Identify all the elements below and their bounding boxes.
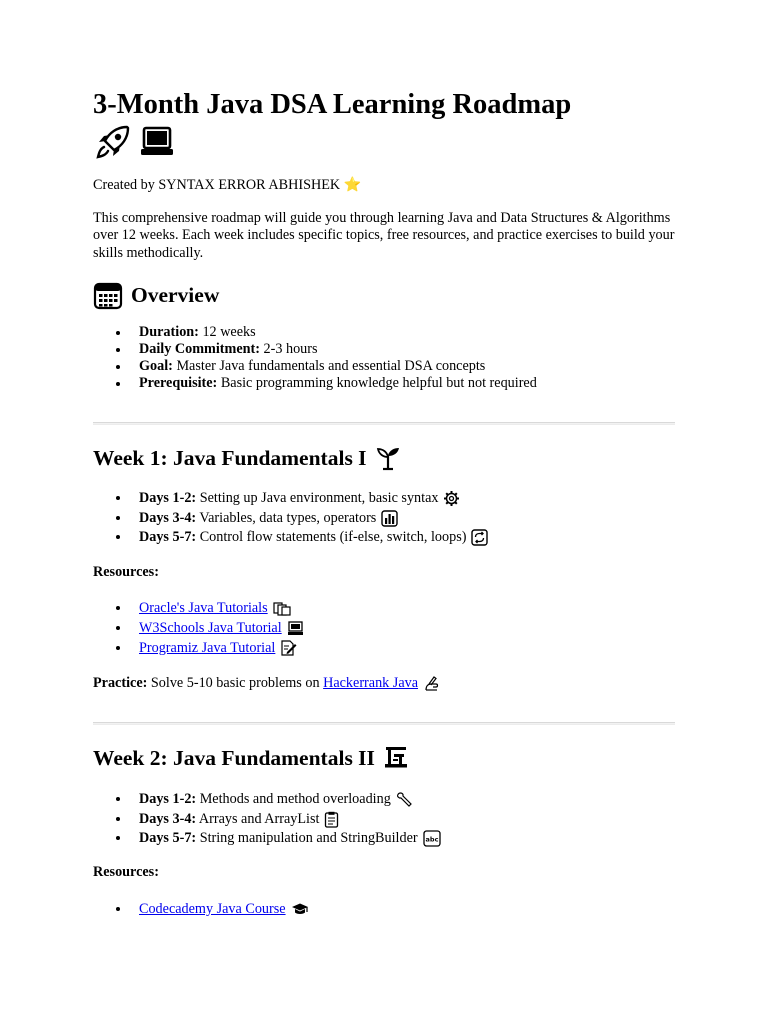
building-blocks-icon [384,745,408,771]
week1-resources-label: Resources: [93,564,159,580]
svg-text:abc: abc [425,835,439,844]
week2-day-item: Days 3-4: Arrays and ArrayList [93,810,441,830]
abc-icon [423,830,441,847]
week2-resources-list [93,900,309,920]
intro-paragraph [93,210,675,262]
seedling-icon [375,445,401,471]
bar-chart-icon [381,510,398,527]
week2-days-list [93,790,441,849]
calendar-icon [93,280,123,310]
graduation-cap-icon [291,902,309,917]
computer-icon [287,621,304,636]
overview-item: Prerequisite: Basic programming knowledge helpful but not required [93,375,537,392]
week2-resources-label: Resources: [93,864,159,880]
page-title: 3-Month Java DSA Learning Roadmap [93,89,572,120]
week1-heading-row [93,444,401,472]
title-icons [95,124,175,160]
laptop-icon [139,124,175,160]
resource-link-w3schools[interactable]: W3Schools Java Tutorial [139,619,282,636]
wrench-icon [396,791,413,808]
week1-heading: Week 1: Java Fundamentals I [93,446,367,470]
overview-heading-row [93,280,219,310]
edit-icon [280,640,297,656]
section-divider [93,722,675,725]
week2-day-item: Days 1-2: Methods and method overloading [93,790,441,810]
gear-icon [443,490,460,507]
week1-day-item: Days 1-2: Setting up Java environment, basic syntax [93,489,488,509]
resource-link-programiz[interactable]: Programiz Java Tutorial [139,639,276,656]
practice-link-hackerrank[interactable]: Hackerrank Java [323,675,419,691]
resource-item [93,900,309,920]
week1-day-item: Days 3-4: Variables, data types, operators [93,509,488,529]
week1-resources-list [93,599,304,658]
overview-item: Daily Commitment: 2-3 hours [93,341,537,358]
resource-item [93,639,304,659]
resource-item [93,599,304,619]
week2-day-item: Days 5-7: String manipulation and StringBuilder abc [93,829,441,849]
byline: Created by SYNTAX ERROR ABHISHEK ⭐ [93,177,362,193]
books-icon [273,601,291,616]
intro-text: This comprehensive roadmap will guide you through learning Java and Data Structures & Algorithms over 12 weeks. Each week includes specific topics, free resources, and practice exercises to build your skills methodically. [93,210,675,261]
resource-item [93,619,304,639]
overview-heading: Overview [131,283,220,307]
week1-days-list [93,489,488,548]
overview-list [93,324,537,392]
hand-writing-icon [423,676,441,692]
overview-item: Goal: Master Java fundamentals and essential DSA concepts [93,358,537,375]
section-divider [93,422,675,425]
resource-link-codecademy[interactable]: Codecademy Java Course [139,901,286,917]
rocket-icon [95,124,131,160]
week2-heading: Week 2: Java Fundamentals II [93,746,375,770]
week1-practice: Practice: Solve 5-10 basic problems on Hackerrank Java [93,675,441,692]
loop-icon [471,529,488,546]
week1-day-item: Days 5-7: Control flow statements (if-else, switch, loops) [93,528,488,548]
clipboard-icon [324,811,339,828]
resource-link-oracle[interactable]: Oracle's Java Tutorials [139,600,268,616]
week2-heading-row [93,744,408,772]
overview-item: Duration: 12 weeks [93,324,537,341]
